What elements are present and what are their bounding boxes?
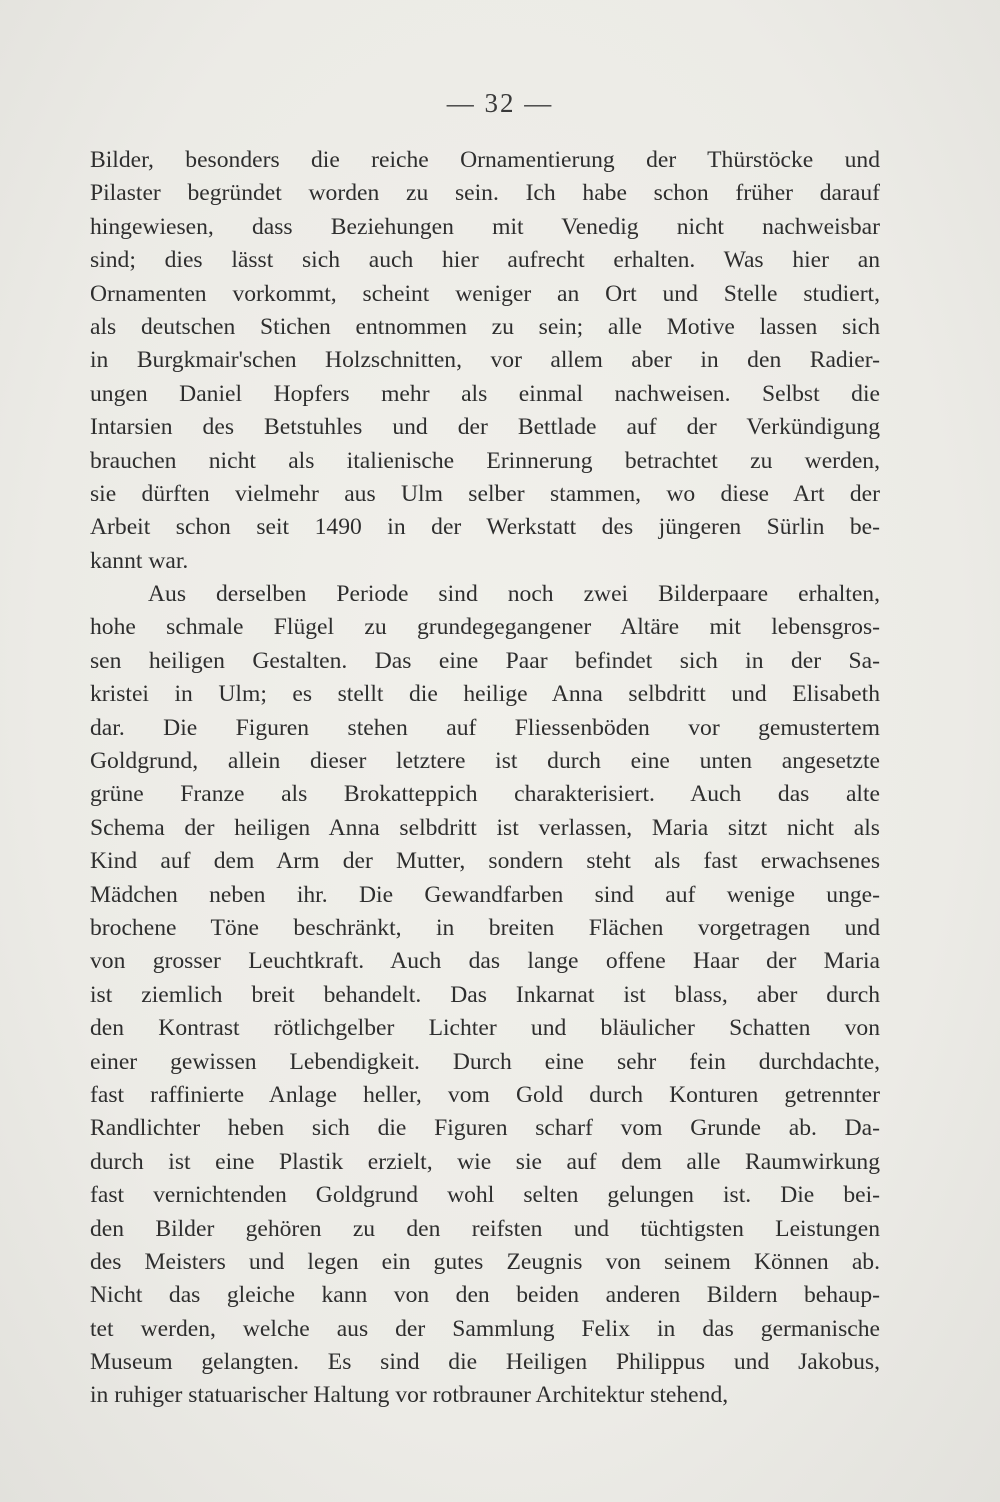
text-line: durch ist eine Plastik erzielt, wie sie auf dem alle Raumwirkung: [90, 1148, 880, 1175]
text-line: Aus derselben Periode sind noch zwei Bilderpaare erhalten,: [148, 581, 880, 608]
text-line: fast raffinierte Anlage heller, vom Gold durch Konturen getrennter: [90, 1081, 880, 1108]
text-line: kannt war.: [90, 547, 189, 574]
text-line: als deutschen Stichen entnommen zu sein; alle Motive lassen sich: [90, 313, 880, 340]
text-line: Pilaster begründet worden zu sein. Ich habe schon früher darauf: [90, 180, 880, 207]
text-line: ist ziemlich breit behandelt. Das Inkarnat ist blass, aber durch: [90, 981, 880, 1008]
text-line: Schema der heiligen Anna selbdritt ist verlassen, Maria sitzt nicht als: [90, 814, 880, 841]
text-line: Kind auf dem Arm der Mutter, sondern steht als fast erwachsenes: [90, 848, 880, 875]
text-line: sind; dies lässt sich auch hier aufrecht erhalten. Was hier an: [90, 247, 880, 274]
paragraph: [90, 578, 880, 1413]
text-line: des Meisters und legen ein gutes Zeugnis von seinem Können ab.: [90, 1248, 880, 1275]
text-line: brochene Töne beschränkt, in breiten Flächen vorgetragen und: [90, 914, 880, 941]
text-line: dar. Die Figuren stehen auf Fliessenböden vor gemustertem: [90, 714, 880, 741]
text-line: einer gewissen Lebendigkeit. Durch eine sehr fein durchdachte,: [90, 1048, 880, 1075]
text-line: Ornamenten vorkommt, scheint weniger an Ort und Stelle studiert,: [90, 280, 880, 307]
text-line: den Bilder gehören zu den reifsten und tüchtigsten Leistungen: [90, 1215, 880, 1242]
text-line: brauchen nicht als italienische Erinnerung betrachtet zu werden,: [90, 447, 880, 474]
text-line: Goldgrund, allein dieser letztere ist durch eine unten angesetzte: [90, 748, 880, 775]
text-line: sen heiligen Gestalten. Das eine Paar befindet sich in der Sa-: [90, 647, 880, 674]
text-line: hohe schmale Flügel zu grundegegangener Altäre mit lebensgros-: [90, 614, 880, 641]
text-line: grüne Franze als Brokatteppich charakterisiert. Auch das alte: [90, 781, 880, 808]
text-line: Mädchen neben ihr. Die Gewandfarben sind auf wenige unge-: [90, 881, 880, 908]
text-line: ungen Daniel Hopfers mehr als einmal nachweisen. Selbst die: [90, 380, 880, 407]
text-line: Nicht das gleiche kann von den beiden anderen Bildern behaup-: [90, 1282, 880, 1309]
text-line: sie dürften vielmehr aus Ulm selber stammen, wo diese Art der: [90, 480, 880, 507]
body-text: [90, 144, 880, 1413]
text-line: tet werden, welche aus der Sammlung Felix in das germanische: [90, 1315, 880, 1342]
text-line: hingewiesen, dass Beziehungen mit Venedig nicht nachweisbar: [90, 213, 880, 240]
page-number: — 32 —: [446, 88, 554, 118]
text-line: Intarsien des Betstuhles und der Bettlade auf der Verkündigung: [90, 414, 880, 441]
text-line: Arbeit schon seit 1490 in der Werkstatt des jüngeren Sürlin be-: [90, 514, 880, 541]
text-line: in Burgkmair'schen Holzschnitten, vor allem aber in den Radier-: [90, 347, 880, 374]
text-line: Randlichter heben sich die Figuren scharf vom Grunde ab. Da-: [90, 1115, 880, 1142]
text-line: den Kontrast rötlichgelber Lichter und bläulicher Schatten von: [90, 1015, 880, 1042]
text-line: von grosser Leuchtkraft. Auch das lange offene Haar der Maria: [90, 948, 880, 975]
text-line: in ruhiger statuarischer Haltung vor rotbrauner Architektur stehend,: [90, 1382, 729, 1409]
text-line: Museum gelangten. Es sind die Heiligen Philippus und Jakobus,: [90, 1349, 880, 1376]
text-line: fast vernichtenden Goldgrund wohl selten gelungen ist. Die bei-: [90, 1182, 880, 1209]
paragraph: [90, 144, 880, 578]
text-line: Bilder, besonders die reiche Ornamentierung der Thürstöcke und: [90, 147, 880, 173]
text-line: kristei in Ulm; es stellt die heilige Anna selbdritt und Elisabeth: [90, 681, 880, 708]
